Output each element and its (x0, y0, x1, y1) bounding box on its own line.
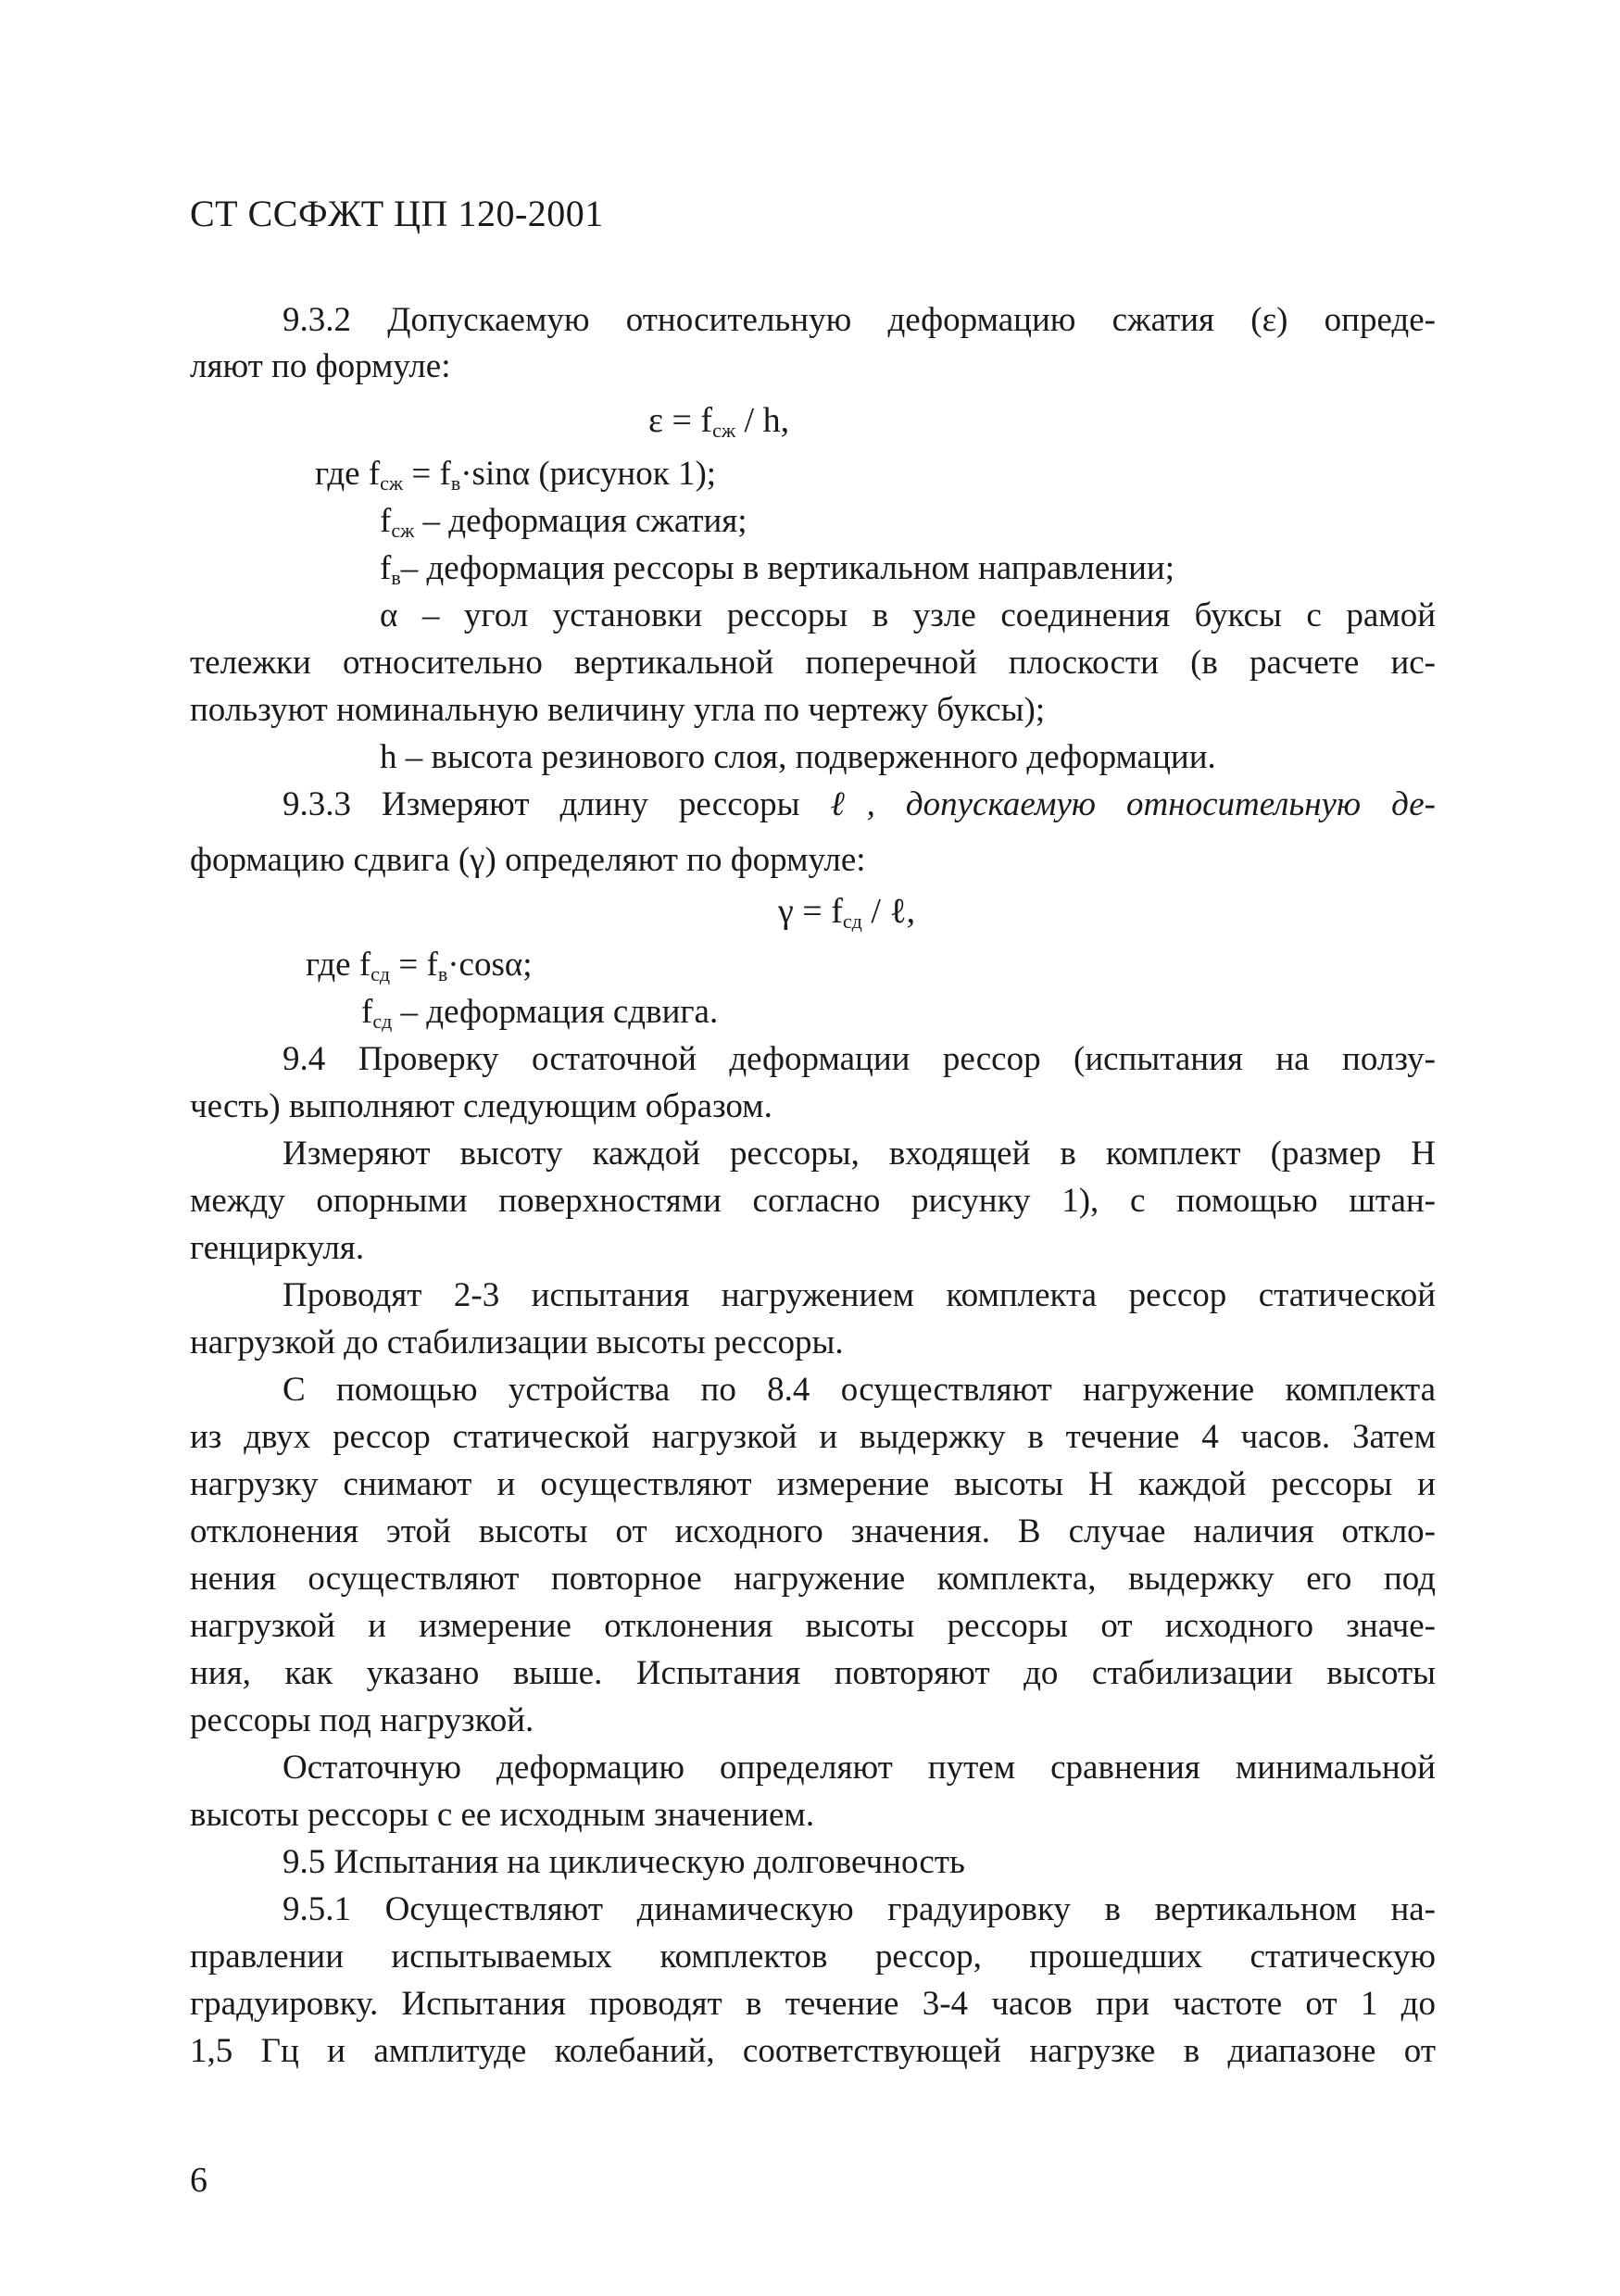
s932-alpha-line-3: пользуют номинальную величину угла по чертежу буксы); (190, 691, 1046, 729)
s932-where-3: $f_в-$ деформация рессоры в вертикальном направлении; (380, 549, 1174, 589)
s94-p3-line-8: рессоры под нагрузкой. (190, 1701, 534, 1739)
s94-p3-line-6: нагрузкой и измерение отклонения высоты рессоры от исходного значе- (190, 1607, 1436, 1645)
s932-line-1: 9.3.2 Допускаемую относительную деформацию сжатия (ε) опреде- (283, 301, 1436, 339)
s94-p1-line-3: генциркуля. (190, 1229, 365, 1267)
s932-where-2: $f_{сж}$ – деформация сжатия; (380, 502, 747, 542)
s95-line-4: 1,5 Гц и амплитуде колебаний, соответствующей нагрузке в диапазоне от (190, 2032, 1436, 2070)
s95-title: 9.5 Испытания на циклическую долговечность (283, 1843, 965, 1881)
s94-p4-line-1: Остаточную деформацию определяют путем сравнения минимальной (283, 1749, 1436, 1787)
strain-formula: $\varepsilon = f_{сж} / h$, (648, 401, 790, 442)
s94-p2-line-2: нагрузкой до стабилизации высоты рессоры. (190, 1324, 844, 1361)
s94-p1-line-2: между опорными поверхностями согласно рисунку 1), с помощью штан- (190, 1182, 1436, 1220)
s94-p3-line-4: отклонения этой высоты от исходного значения. В случае наличия откло- (190, 1512, 1436, 1550)
s932-alpha-line-2: тележки относительно вертикальной поперечной плоскости (в расчете ис- (190, 644, 1436, 682)
s933-where-2: $f_{сд}$ – деформация сдвига. (361, 993, 719, 1033)
s94-p1-line-1: Измеряют высоту каждой рессоры, входящей в комплект (размер H (283, 1135, 1436, 1173)
shear-formula: $\gamma = f_{сд}$ / ℓ, (778, 892, 916, 933)
s95-line-1: 9.5.1 Осуществляют динамическую градуировку в вертикальном на- (283, 1890, 1436, 1928)
document-code-header: СТ ССФЖТ ЦП 120-2001 (190, 193, 604, 234)
s94-p3-line-5: нения осуществляют повторное нагружение комплекта, выдержку его под (190, 1560, 1436, 1598)
s933-where-1: где $f_{сд} = f_в\cdot\cos\alpha$; (306, 946, 533, 985)
s94-p3-line-1: С помощью устройства по 8.4 осуществляют нагружение комплекта (283, 1371, 1436, 1409)
s95-line-2: правлении испытываемых комплектов рессор, прошедших статическую (190, 1938, 1436, 1976)
s94-p4-line-2: высоты рессоры с ее исходным значением. (190, 1796, 815, 1834)
s932-alpha-line-1: α – угол установки рессоры в узле соединения буксы с рамой (380, 596, 1436, 634)
s94-p3-line-3: нагрузку снимают и осуществляют измерение высоты H каждой рессоры и (190, 1465, 1436, 1503)
s932-where-1: где $f_{сж} = f_в\cdot\sin\alpha$ (рисунок 1); (315, 455, 717, 495)
s94-line-2: честь) выполняют следующим образом. (190, 1087, 772, 1125)
page-number: 6 (190, 2161, 207, 2200)
s932-h-definition: h – высота резинового слоя, подверженного деформации. (380, 738, 1216, 776)
formula-epsilon: ε (648, 401, 663, 440)
s94-p3-line-2: из двух рессор статической нагрузкой и выдержку в течение 4 часов. Затем (190, 1418, 1436, 1456)
s933-line-2: формацию сдвига (γ) определяют по формуле: (190, 841, 866, 879)
s94-p2-line-1: Проводят 2-3 испытания нагружением комплекта рессор статической (283, 1276, 1436, 1314)
s932-line-2: ляют по формуле: (190, 347, 451, 385)
s94-line-1: 9.4 Проверку остаточной деформации рессор (испытания на ползу- (283, 1040, 1436, 1078)
s94-p3-line-7: ния, как указано выше. Испытания повторяют до стабилизации высоты (190, 1654, 1436, 1692)
s95-line-3: градуировку. Испытания проводят в течение 3-4 часов при частоте от 1 до (190, 1985, 1436, 2023)
s933-line-1: 9.3.3 Измеряют длину рессоры ℓ, допускаемую относительную де- (283, 785, 1436, 823)
